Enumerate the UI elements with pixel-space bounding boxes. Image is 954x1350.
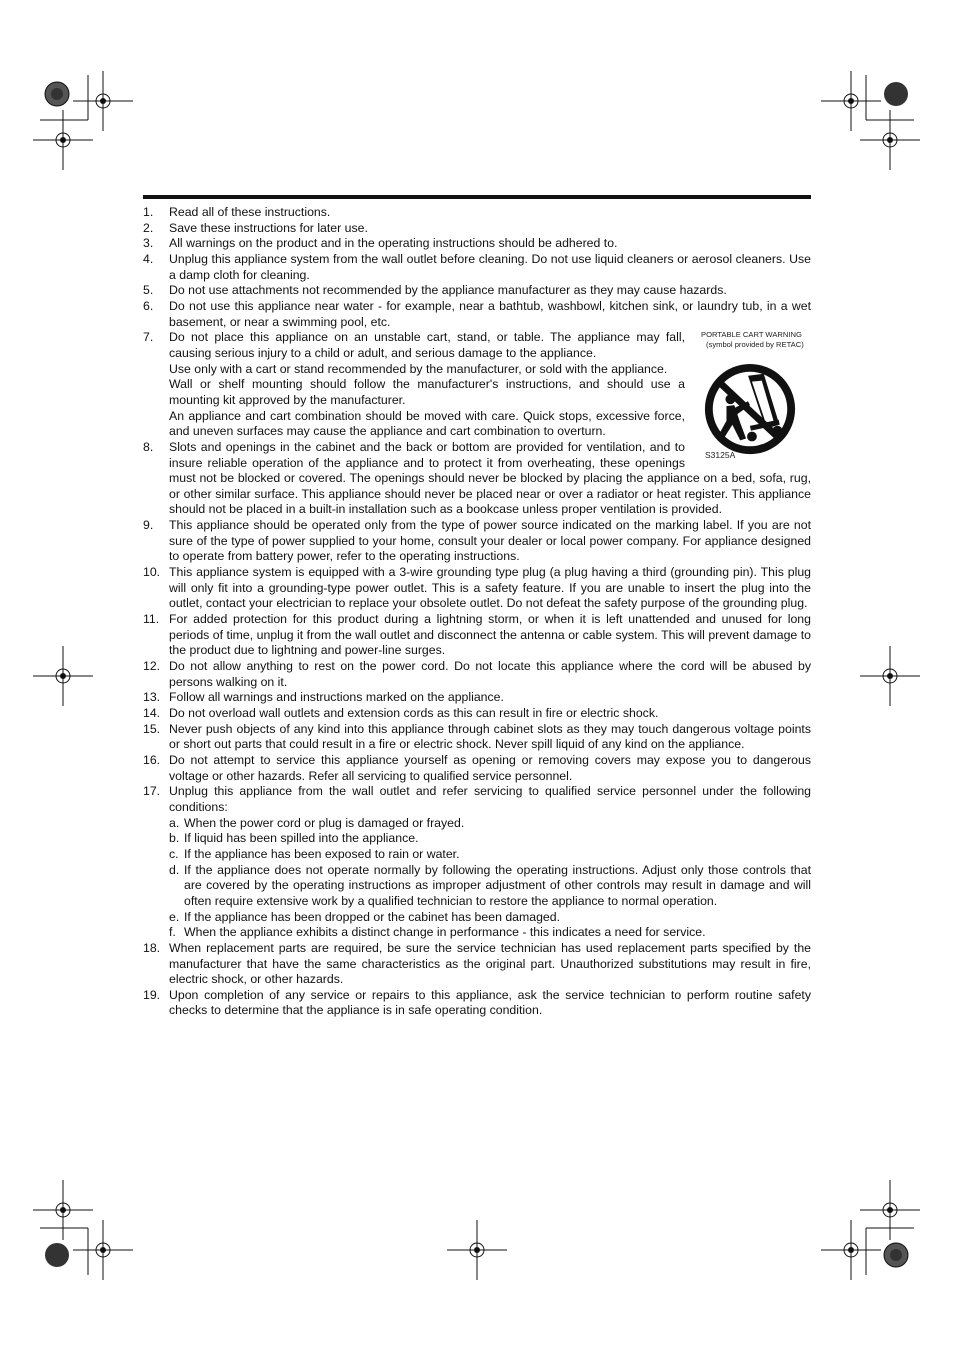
subitem-letter: b. — [169, 831, 180, 846]
subitem-letter: e. — [169, 909, 180, 924]
instruction-text: An appliance and cart combination should be moved with care. Quick stops, excessive force, and uneven surfaces may cause the appliance and cart combination to overturn. — [169, 408, 685, 439]
instruction-item — [143, 784, 811, 941]
instruction-subitem — [169, 863, 811, 910]
instruction-text: Do not attempt to service this appliance yourself as opening or removing covers may expose you to dangerous voltage or other hazards. Refer all servicing to qualified service personnel. — [169, 752, 811, 783]
instruction-number: 6. — [143, 298, 154, 313]
instruction-text: Use only with a cart or stand recommended by the manufacturer, or sold with the appliance. — [169, 361, 668, 376]
instruction-item — [143, 659, 811, 690]
instruction-item — [143, 283, 811, 299]
instruction-text: Upon completion of any service or repairs to this appliance, ask the service technician to perform routine safety checks to determine that the appliance is in safe operating condition. — [169, 987, 811, 1018]
instruction-item — [143, 690, 811, 706]
instruction-number: 18. — [143, 940, 161, 955]
instruction-item — [143, 330, 811, 461]
instruction-text: Do not allow anything to rest on the power cord. Do not locate this appliance where the cord will be abused by persons walking on it. — [169, 659, 811, 689]
instruction-text: Do not place this appliance on an unstable cart, stand, or table. The appliance may fall, causing serious injury to a child or adult, and serious damage to the appliance. — [169, 330, 685, 360]
subitem-text: If the appliance does not operate normally by following the operating instructions. Adjust only those controls that are covered by the operating instructions as improper adjustment of other controls may result in damage and will often require extensive work by a qualified technician to restore the appliance to normal operation. — [184, 862, 811, 908]
crop-mark-bottom-left — [33, 1180, 133, 1280]
instruction-text: Do not use attachments not recommended by the appliance manufacturer as they may cause hazards. — [169, 283, 727, 298]
instruction-number: 10. — [143, 565, 161, 580]
instruction-text: Do not use this appliance near water - for example, near a bathtub, washbowl, kitchen sink, or laundry tub, in a wet basement, or near a swimming pool, etc. — [169, 298, 811, 329]
crop-mark-bottom-right — [821, 1180, 920, 1280]
instruction-number: 4. — [143, 251, 154, 266]
instruction-item — [143, 753, 811, 784]
instruction-number: 12. — [143, 659, 161, 674]
instruction-item — [143, 612, 811, 659]
instruction-subitem — [169, 847, 811, 863]
instruction-text: When replacement parts are required, be sure the service technician has used replacement parts specified by the manufacturer that have the same characteristics as the original part. Unauthorized substitutions may result in fire, electric shock, or other hazards. — [169, 940, 811, 987]
instruction-text: Follow all warnings and instructions marked on the appliance. — [169, 690, 504, 705]
crosshair-bottom-center — [447, 1220, 507, 1280]
instruction-item — [143, 722, 811, 753]
instruction-number: 5. — [143, 283, 154, 298]
instruction-text: This appliance should be operated only from the type of power source indicated on the marking label. If you are not sure of the type of power supplied to your home, consult your dealer or local power company. For appliance designed to operate from battery power, refer to the operating instructions. — [169, 518, 811, 564]
instruction-text: Unplug this appliance from the wall outlet and refer servicing to qualified service personnel under the following conditions: — [169, 784, 811, 814]
instruction-text: Unplug this appliance system from the wall outlet before cleaning. Do not use liquid cleaners or aerosol cleaners. Use a damp cloth for cleaning. — [169, 251, 811, 282]
crop-mark-top-right — [821, 71, 920, 170]
instruction-number: 16. — [143, 752, 161, 767]
crosshair-mid-right — [860, 646, 920, 706]
instruction-item — [143, 221, 811, 237]
instruction-number: 3. — [143, 236, 154, 251]
subitem-letter: a. — [169, 815, 180, 830]
instruction-subitem — [169, 925, 811, 941]
subitem-text: If liquid has been spilled into the appliance. — [184, 831, 419, 846]
cart-warning-code: S3125A — [705, 450, 736, 461]
subitem-text: When the power cord or plug is damaged or frayed. — [184, 815, 465, 830]
instruction-item — [143, 299, 811, 330]
subitem-letter: c. — [169, 846, 179, 861]
instruction-text: Read all of these instructions. — [169, 205, 331, 219]
instruction-text: Wall or shelf mounting should follow the manufacturer's instructions, and should use a mounting kit approved by the manufacturer. — [169, 377, 685, 407]
instruction-text: Do not overload wall outlets and extension cords as this can result in fire or electric shock. — [169, 706, 659, 720]
instruction-subitem — [169, 831, 811, 847]
cart-warning-caption: PORTABLE CART WARNING — [701, 330, 802, 340]
instruction-number: 15. — [143, 721, 161, 736]
instruction-item — [143, 941, 811, 988]
instruction-text: All warnings on the product and in the operating instructions should be adhered to. — [169, 236, 618, 251]
instruction-item — [143, 706, 811, 722]
instruction-number: 11. — [143, 612, 160, 627]
subitem-text: If the appliance has been dropped or the cabinet has been damaged. — [184, 909, 561, 924]
instruction-item — [143, 518, 811, 565]
instruction-text: This appliance system is equipped with a 3-wire grounding type plug (a plug having a third (grounding pin). This plug will only fit into a grounding-type power outlet. This is a safety feature. If you are unable to insert the plug into the outlet, contact your electrician to replace your obsolete outlet. Do not defeat the safety purpose of the grounding plug. — [169, 565, 811, 611]
instruction-subitem — [169, 816, 811, 832]
subitem-letter: f. — [169, 925, 176, 940]
instruction-item — [143, 236, 811, 252]
subitem-text: If the appliance has been exposed to rain or water. — [184, 846, 460, 861]
instruction-text: Save these instructions for later use. — [169, 220, 368, 235]
instruction-item — [143, 205, 811, 221]
instruction-number: 13. — [143, 690, 161, 705]
instruction-text: Never push objects of any kind into this appliance through cabinet slots as they may touch dangerous voltage points or short out parts that could result in a fire or electric shock. Never spill liquid of any kind on the appliance. — [169, 721, 811, 752]
instruction-subitem — [169, 910, 811, 926]
instruction-item — [143, 440, 811, 518]
instruction-text: Slots and openings in the cabinet and the back or bottom are provided for ventilation, and to insure reliable operation of the appliance and to protect it from overheating, these openings must not be blocked or covered. The openings should never be blocked by placing the appliance on a bed, sofa, rug, or other similar surface. This appliance should never be placed near or over a radiator or heat register. This appliance should not be placed in a built-in installation such as a bookcase unless proper ventilation is provided. — [169, 439, 811, 517]
instruction-number: 19. — [143, 987, 161, 1002]
crop-mark-top-left — [33, 71, 133, 170]
instruction-number: 8. — [143, 439, 154, 454]
instruction-item — [143, 252, 811, 283]
header-rule — [143, 195, 811, 199]
instruction-number: 7. — [143, 330, 154, 345]
cart-warning-source: (symbol provided by RETAC) — [706, 340, 804, 350]
instruction-item — [143, 565, 811, 612]
safety-instructions-list — [143, 205, 811, 1019]
crosshair-mid-left — [33, 646, 93, 706]
instruction-number: 9. — [143, 518, 154, 533]
subitem-letter: d. — [169, 862, 180, 877]
instruction-number: 17. — [143, 784, 161, 799]
subitem-text: When the appliance exhibits a distinct change in performance - this indicates a need for service. — [184, 925, 706, 940]
instruction-number: 14. — [143, 706, 161, 720]
instruction-item — [143, 988, 811, 1019]
instruction-text: For added protection for this product during a lightning storm, or when it is left unattended and unused for long periods of time, unplug it from the wall outlet and disconnect the antenna or cable system. This will prevent damage to the product due to lightning and power-line surges. — [169, 612, 811, 658]
instruction-number: 1. — [143, 205, 154, 219]
instruction-number: 2. — [143, 220, 154, 235]
